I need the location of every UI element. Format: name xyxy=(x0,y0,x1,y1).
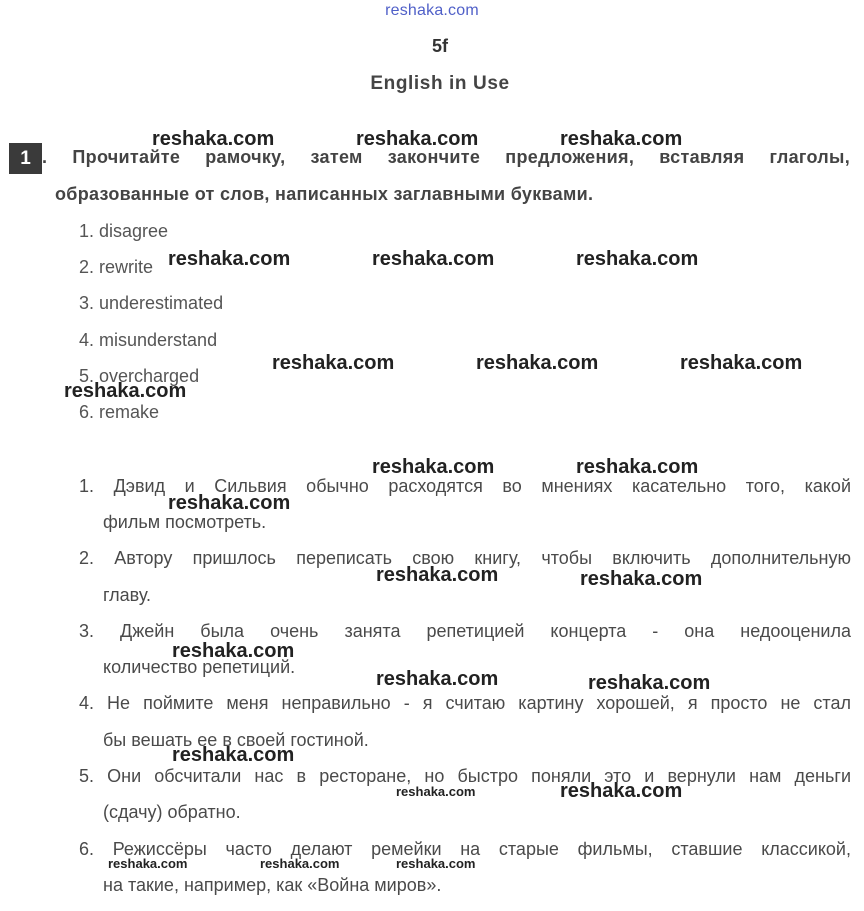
sentence-line: 4. Не поймите меня неправильно - я считаю картину хорошей, я просто не стал xyxy=(79,693,851,713)
watermark: reshaka.com xyxy=(172,744,295,766)
watermark: reshaka.com xyxy=(560,780,683,802)
sentence-line: 3. Джейн была очень занята репетицией концерта - она недооценила xyxy=(79,621,851,641)
answer-item: 2. rewrite xyxy=(79,257,154,277)
sentence-line: 1. Дэвид и Сильвия обычно расходятся во мнениях касательно того, какой xyxy=(79,476,851,496)
watermark: reshaka.com xyxy=(396,784,476,799)
watermark: reshaka.com xyxy=(168,248,291,270)
watermark: reshaka.com xyxy=(576,248,699,270)
watermark: reshaka.com xyxy=(372,248,495,270)
sentence-line: количество репетиций. xyxy=(103,657,296,677)
watermark: reshaka.com xyxy=(680,352,803,374)
watermark: reshaka.com xyxy=(64,380,187,402)
watermark: reshaka.com xyxy=(152,128,275,150)
watermark: reshaka.com xyxy=(588,672,711,694)
watermark: reshaka.com xyxy=(372,456,495,478)
answer-item: 4. misunderstand xyxy=(79,330,218,350)
watermark: reshaka.com xyxy=(376,564,499,586)
sentence-line: на такие, например, как «Война миров». xyxy=(103,875,442,895)
watermark: reshaka.com xyxy=(560,128,683,150)
exercise-instruction-line1: . Прочитайте рамочку, затем закончите предложения, вставляя глаголы, xyxy=(42,147,850,167)
sentence-line: 6. Режиссёры часто делают ремейки на старые фильмы, ставшие классикой, xyxy=(79,839,851,859)
exercise-instruction-line2: образованные от слов, написанных заглавными буквами. xyxy=(55,184,594,204)
watermark: reshaka.com xyxy=(108,856,188,871)
watermark: reshaka.com xyxy=(396,856,476,871)
page-title: English in Use xyxy=(370,73,510,94)
answer-item: 1. disagree xyxy=(79,221,169,241)
answer-item: 3. underestimated xyxy=(79,293,224,313)
watermark: reshaka.com xyxy=(580,568,703,590)
watermark: reshaka.com xyxy=(260,856,340,871)
sentence-line: (сдачу) обратно. xyxy=(103,802,241,822)
sentence-line: бы вешать ее в своей гостиной. xyxy=(103,730,369,750)
watermark: reshaka.com xyxy=(356,128,479,150)
answer-item: 5. overcharged xyxy=(79,366,200,386)
watermark: reshaka.com xyxy=(376,668,499,690)
watermark: reshaka.com xyxy=(272,352,395,374)
sentence-line: фильм посмотреть. xyxy=(103,512,267,532)
watermark: reshaka.com xyxy=(576,456,699,478)
site-header-link[interactable]: reshaka.com xyxy=(385,2,479,19)
section-number: 5f xyxy=(431,36,448,56)
watermark: reshaka.com xyxy=(168,492,291,514)
answer-item: 6. remake xyxy=(79,402,160,422)
watermark: reshaka.com xyxy=(172,640,295,662)
sentence-line: главу. xyxy=(103,585,152,605)
sentence-line: 5. Они обсчитали нас в ресторане, но быстро поняли это и вернули нам деньги xyxy=(79,766,851,786)
watermark: reshaka.com xyxy=(476,352,599,374)
sentence-line: 2. Автору пришлось переписать свою книгу, чтобы включить дополнительную xyxy=(79,548,851,568)
exercise-number-badge: 1 xyxy=(9,143,42,174)
